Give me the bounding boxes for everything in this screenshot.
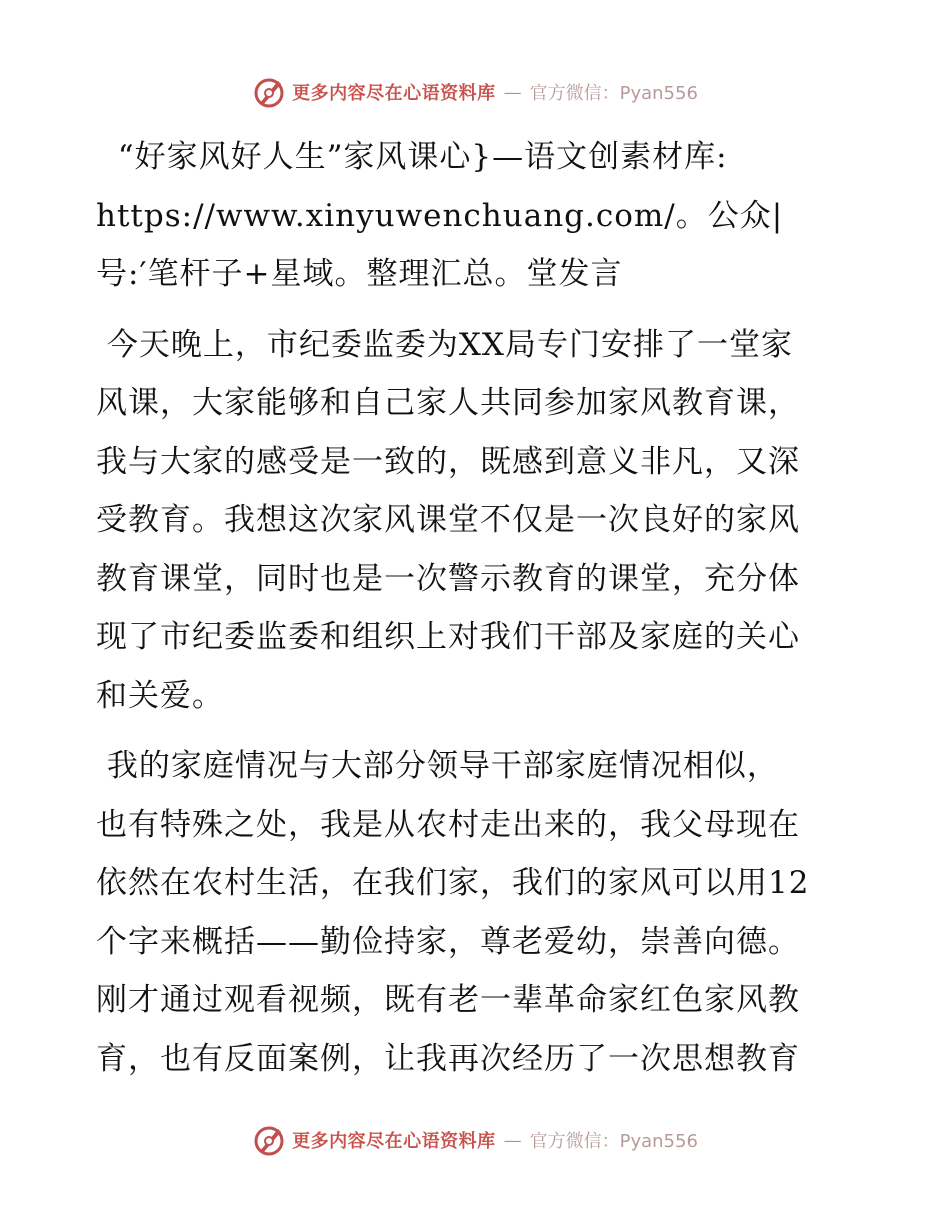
quill-logo-icon <box>252 1123 286 1157</box>
document-body <box>96 128 856 1088</box>
footer-watermark-banner <box>0 1120 950 1160</box>
banner-slogan: 更多内容尽在心语资料库 <box>292 1131 496 1152</box>
banner-separator: — <box>503 81 522 103</box>
banner-slogan: 更多内容尽在心语资料库 <box>292 83 496 104</box>
header-watermark-banner <box>0 72 950 112</box>
quill-logo-icon <box>252 75 286 109</box>
body-paragraph-2: 我的家庭情况与大部分领导干部家庭情况相似， 也有特殊之处，我是从农村走出来的，我父母现在 依然在农村生活，在我们家，我们的家风可以用12 个字来概括——勤俭持家，尊老爱幼，崇善向德。 刚才通过观看视频，既有老一辈革命家红色家风教 育，也有反面案例，让我再次经历了一次思想教育 <box>96 748 810 1077</box>
title-paragraph: “好家风好人生”家风课心}—语文创素材库: https://www.xinyuwenchuang.com/。公众| 号:′笔杆子+星域。整理汇总。堂发言 <box>96 139 784 292</box>
banner-wechat-id: 官方微信：Pyan556 <box>529 83 698 104</box>
body-paragraph-1: 今天晚上，市纪委监委为XX局专门安排了一堂家 风课，大家能够和自己家人共同参加家风教育课， 我与大家的感受是一致的，既感到意义非凡，又深 受教育。我想这次家风课堂不仅是一次良好的家风 教育课堂，同时也是一次警示教育的课堂，充分体 现了市纪委监委和组织上对我们干部及家庭的关心 和关爱。 <box>96 326 800 714</box>
banner-wechat-id: 官方微信：Pyan556 <box>529 1131 698 1152</box>
banner-separator: — <box>503 1129 522 1151</box>
